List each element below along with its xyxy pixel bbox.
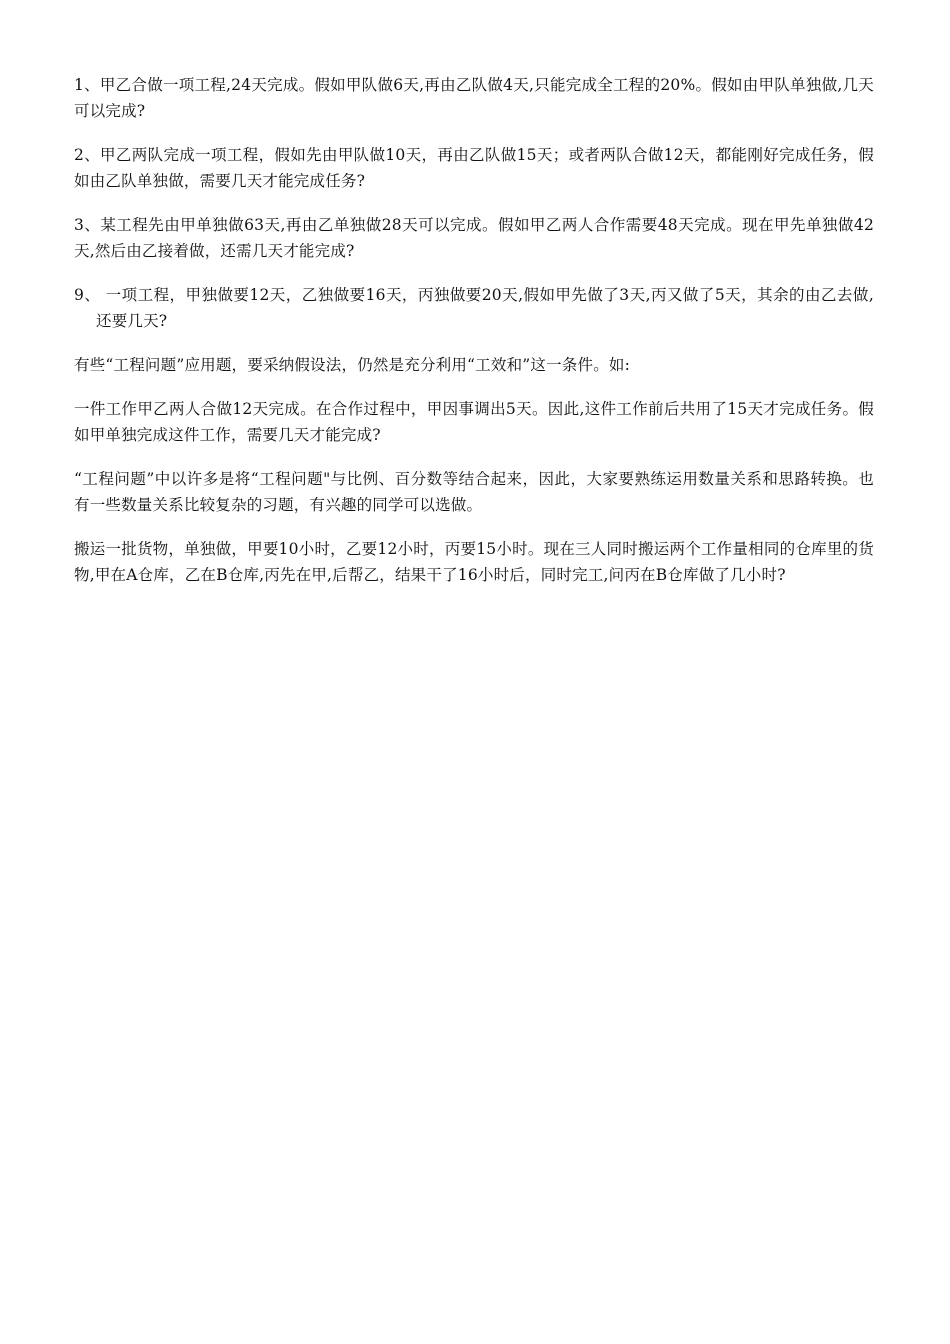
problem-3: 3、某工程先由甲单独做63天,再由乙单独做28天可以完成。假如甲乙两人合作需要48天完成。现在甲先单独做42天,然后由乙接着做，还需几天才能完成? <box>74 216 874 260</box>
problem-2: 2、甲乙两队完成一项工程，假如先由甲队做10天，再由乙队做15天；或者两队合做12天，都能刚好完成任务，假如由乙队单独做，需要几天才能完成任务? <box>74 146 874 190</box>
problem-9: 9、 一项工程，甲独做要12天，乙独做要16天，丙独做要20天,假如甲先做了3天,丙又做了5天，其余的由乙去做,还要几天? <box>74 286 874 330</box>
example-problem: 一件工作甲乙两人合做12天完成。在合作过程中，甲因事调出5天。因此,这件工作前后共用了15天才完成任务。假如甲单独完成这件工作，需要几天才能完成? <box>74 400 874 444</box>
optional-problem: 搬运一批货物，单独做，甲要10小时，乙要12小时，丙要15小时。现在三人同时搬运两个工作量相同的仓库里的货物,甲在A仓库，乙在B仓库,丙先在甲,后帮乙，结果干了16小时后，同时完工,问丙在B仓库做了几小时? <box>74 540 874 584</box>
advice-paragraph: “工程问题”中以许多是将“工程问题"与比例、百分数等结合起来，因此，大家要熟练运用数量关系和思路转换。也有一些数量关系比较复杂的习题，有兴趣的同学可以选做。 <box>74 470 874 514</box>
problem-1: 1、甲乙合做一项工程,24天完成。假如甲队做6天,再由乙队做4天,只能完成全工程的20%。假如由甲队单独做,几天可以完成? <box>74 76 874 120</box>
assumption-method-note: 有些“工程问题”应用题，要采纳假设法，仍然是充分利用“工效和”这一条件。如: <box>74 356 631 374</box>
document-page <box>74 72 874 606</box>
